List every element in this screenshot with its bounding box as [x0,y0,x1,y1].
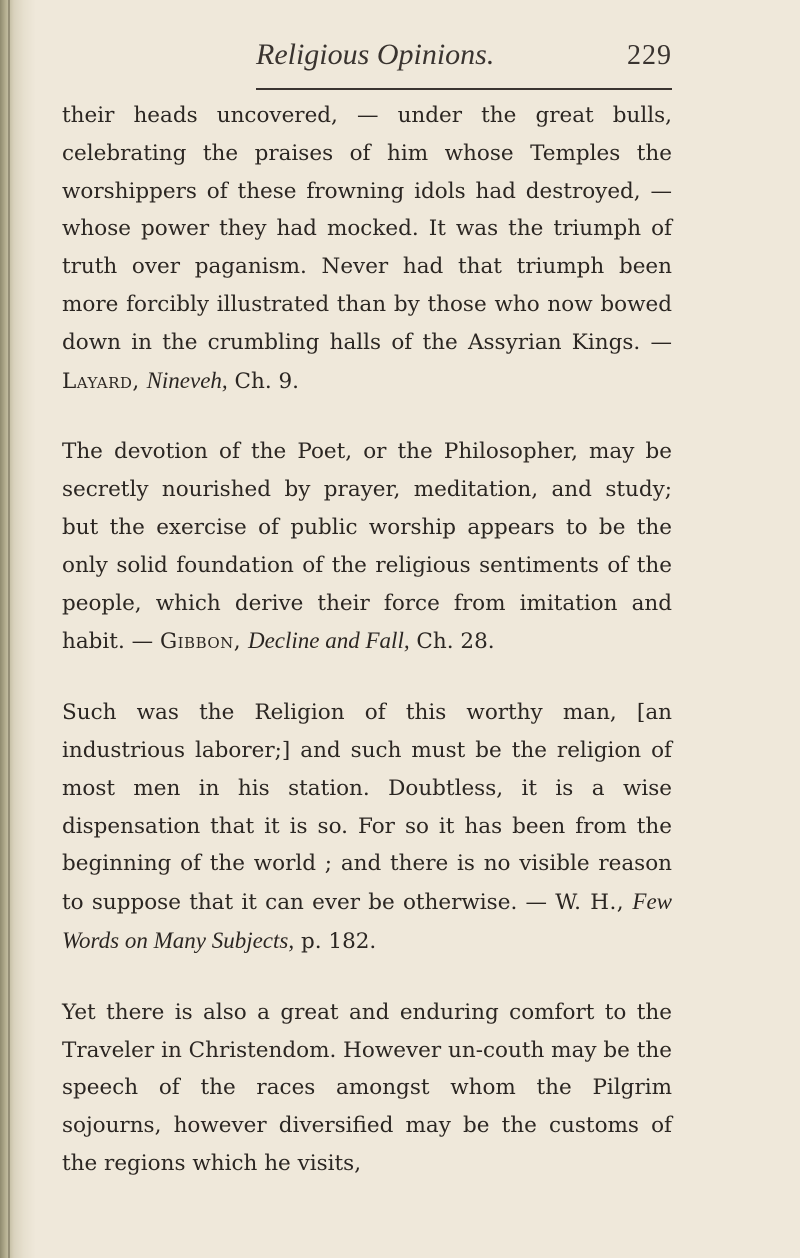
paragraph-wh [62,694,672,961]
page-body [62,97,672,1216]
paragraph-text: their heads uncovered, — under the great bulls, celebrating the praises of him whose Temples the worshippers of these frowning idols had destroyed, — whose power they had mocked. It was the triumph of truth over paganism. Never had that triumph been more forcibly illustrated than by those who now bowed down in the crumbling halls of the Assyrian Kings. [62,103,672,355]
citation-dash: — [517,890,556,916]
citation-reference: Ch. 9. [227,368,300,394]
page-number: 229 [627,40,672,71]
citation-work-title: Few Words on Many Subjects, [62,889,673,953]
citation-author: Layard, [62,368,140,394]
citation-work-title: Decline and Fall, [247,628,410,654]
citation-reference: Ch. 28. [409,629,495,655]
paragraph-gibbon [62,433,672,661]
paragraph-text: The devotion of the Poet, or the Philosopher, may be secretly nourished by prayer, meditation, and study; but the exercise of public worship appears to be the only solid foundation of the religious sentiments of the people, which derive their force from imitation and habit. [62,439,672,655]
book-spine-shadow [0,0,36,1258]
paragraph-layard [62,97,672,400]
citation-dash: — [124,629,160,655]
citation-work-title: Nineveh, [146,367,228,393]
paragraph-traveler [62,994,672,1183]
page-header [256,38,672,82]
citation-dash: — [640,329,672,355]
citation-reference: p. 182. [294,928,377,954]
citation-author: W. H., [555,890,625,916]
paragraph-text: Such was the Religion of this worthy man, [an industrious laborer;] and such must be the religion of most men in his station. Doubtless, it is a wise dispensation that it is so. For so it has been from the beginning of the world ; and there is no visible reason to suppose that it can ever be otherwise. [62,700,672,916]
running-title: Religious Opinions. [256,38,495,71]
citation-author: Gibbon, [159,629,242,655]
book-spine-edge [8,0,10,1258]
header-rule [256,88,672,90]
paragraph-text: Yet there is also a great and enduring comfort to the Traveler in Christendom. However un-couth may be the speech of the races amongst whom the Pilgrim sojourns, however diversified may be the customs of the regions which he visits, [62,999,672,1176]
